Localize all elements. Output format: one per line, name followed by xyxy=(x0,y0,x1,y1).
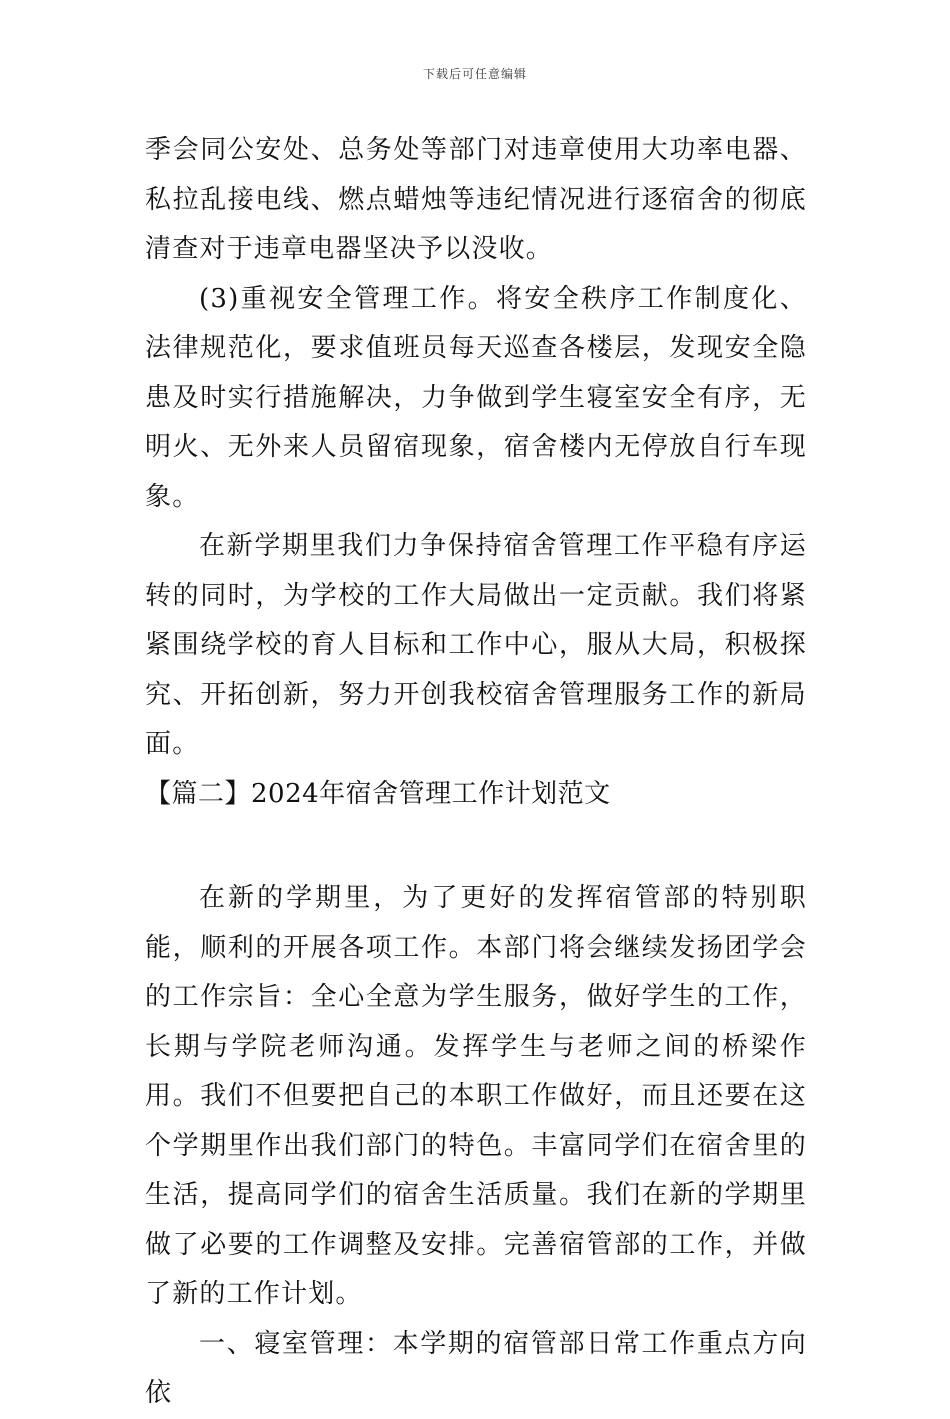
section-heading: 【篇二】2024年宿舍管理工作计划范文 xyxy=(145,778,611,809)
paragraph-room-management: 一、寝室管理：本学期的宿管部日常工作重点方向依 xyxy=(145,1328,807,1408)
paragraph-new-semester-goals: 在新学期里我们力争保持宿舍管理工作平稳有序运转的同时，为学校的工作大局做出一定贡献。我们将紧紧围绕学校的育人目标和工作中心，服从大局，积极探究、开拓创新，努力开创我校宿舍管理服务工作的新局面。 xyxy=(145,531,807,759)
paragraph-safety-management: (3)重视安全管理工作。将安全秩序工作制度化、法律规范化，要求值班员每天巡查各楼层，发现安全隐患及时实行措施解决，力争做到学生寝室安全有序，无明火、无外来人员留宿现象，宿舍楼内无停放自行车现象。 xyxy=(145,283,807,512)
page-header-note: 下载后可任意编辑 xyxy=(422,67,527,81)
blank-line xyxy=(145,819,807,874)
paragraph-dorm-department-intro: 在新的学期里，为了更好的发挥宿管部的特别职能，顺利的开展各项工作。本部门将会继续发扬团学会的工作宗旨：全心全意为学生服务，做好学生的工作，长期与学院老师沟通。发挥学生与老师之间的桥梁作用。我们不但要把自己的本职工作做好，而且还要在这个学期里作出我们部门的特色。丰富同学们在宿舍里的生活，提高同学们的宿舍生活质量。我们在新的学期里做了必要的工作调整及安排。完善宿管部的工作，并做了新的工作计划。 xyxy=(145,883,807,1309)
document-body xyxy=(145,126,807,1419)
paragraph-electrical-inspection: 季会同公安处、总务处等部门对违章使用大功率电器、私拉乱接电线、燃点蜡烛等违纪情况进行逐宿舍的彻底清查对于违章电器坚决予以没收。 xyxy=(145,135,807,264)
